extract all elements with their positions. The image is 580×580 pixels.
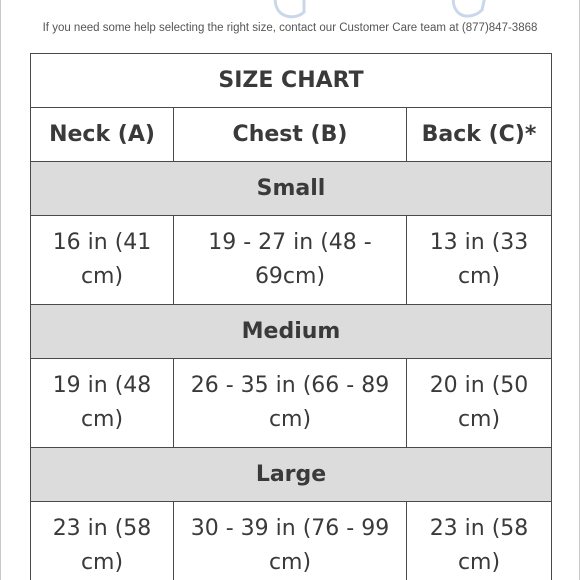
value-line: 20 in (50 [429, 373, 529, 398]
back-value-large [407, 502, 552, 580]
value-line: cm) [80, 407, 124, 432]
value-line: 23 in (58 [52, 516, 152, 541]
back-value-small [407, 216, 552, 305]
size-label-medium: Medium [31, 305, 552, 359]
back-value-medium [407, 359, 552, 448]
value-line: 26 - 35 in (66 - 89 [190, 373, 390, 398]
value-line: cm) [80, 264, 124, 289]
header-back: Back (C)* [407, 108, 552, 162]
value-line: 19 in (48 [52, 373, 152, 398]
chest-value-medium [174, 359, 407, 448]
size-chart-header-row [31, 108, 552, 162]
customer-care-help-text: If you need some help selecting the right size, contact our Customer Care team at (877)847-3868 [42, 22, 538, 34]
size-chart-title: SIZE CHART [31, 54, 552, 108]
value-line: 23 in (58 [429, 516, 529, 541]
neck-value-large [31, 502, 174, 580]
dog-illustration-icon [450, 0, 490, 20]
size-label-large: Large [31, 448, 552, 502]
neck-value-small [31, 216, 174, 305]
measure-row-large [31, 502, 552, 580]
value-line: cm) [457, 264, 501, 289]
size-row-medium [31, 305, 552, 359]
header-neck: Neck (A) [31, 108, 174, 162]
measure-row-small [31, 216, 552, 305]
page-left-border [0, 0, 1, 580]
value-line: cm) [268, 550, 312, 575]
dog-illustration-icon [270, 0, 310, 20]
value-line: cm) [457, 407, 501, 432]
measure-row-medium [31, 359, 552, 448]
value-line: cm) [268, 407, 312, 432]
value-line: 69cm) [254, 264, 326, 289]
chest-value-small [174, 216, 407, 305]
value-line: 13 in (33 [429, 230, 529, 255]
chest-value-large [174, 502, 407, 580]
value-line: 16 in (41 [52, 230, 152, 255]
size-row-small [31, 162, 552, 216]
size-row-large [31, 448, 552, 502]
size-label-small: Small [31, 162, 552, 216]
header-chest: Chest (B) [174, 108, 407, 162]
value-line: cm) [80, 550, 124, 575]
value-line: 19 - 27 in (48 - [208, 230, 372, 255]
size-chart-table [30, 53, 552, 580]
size-chart-title-row [31, 54, 552, 108]
value-line: 30 - 39 in (76 - 99 [190, 516, 390, 541]
neck-value-medium [31, 359, 174, 448]
value-line: cm) [457, 550, 501, 575]
